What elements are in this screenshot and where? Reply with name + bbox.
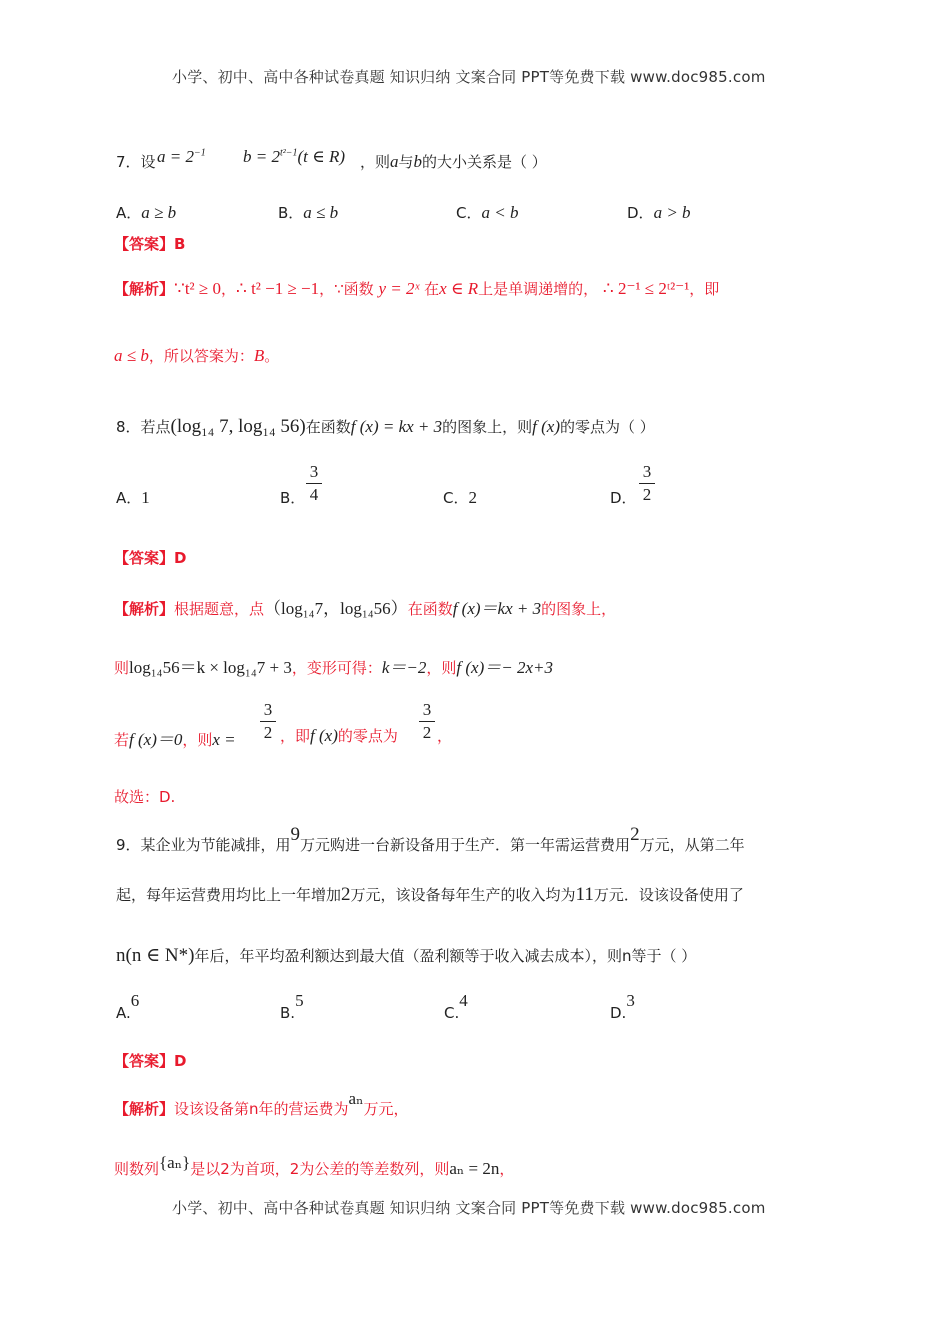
q9-analysis-line1: 【解析】设该设备第n年的营运费为aₙ万元，	[114, 1089, 409, 1118]
q8-option-d-fraction: 3 2	[639, 462, 655, 505]
q8-option-d[interactable]: D．	[610, 489, 637, 507]
q7-stem-tail: ，则a与b的大小关系是（ ）	[360, 152, 547, 171]
q7-analysis-line2: a ≤ b，所以答案为：B。	[114, 346, 280, 365]
q7-option-d[interactable]: D．a > b	[627, 203, 691, 222]
q9-stem-line1: 9．某企业为节能减排，用9万元购进一台新设备用于生产．第一年需运营费用2万元，从第二年	[116, 824, 745, 854]
q9-option-c[interactable]: C.4	[444, 991, 468, 1022]
q8-option-b[interactable]: B．	[280, 489, 306, 507]
q8-stem: 8．若点(log₁₄ 7, log₁₄ 56)在函数f (x) = kx + 3的图象上，则f (x)的零点为（ ）	[116, 416, 655, 437]
q8-analysis-line4: 故选：D.	[114, 788, 176, 806]
q8-analysis-line1: 【解析】根据题意，点（log₁₄7，log₁₄56）在函数f (x)＝kx + 3的图象上，	[114, 599, 617, 618]
page-header: 小学、初中、高中各种试卷真题 知识归纳 文案合同 PPT等免费下载 www.doc985.com	[172, 68, 766, 86]
q8-analysis-line3: 若f (x)＝0，则x =	[114, 730, 236, 749]
q9-stem-line3: n(n ∈ N*)年后，年平均盈利额达到最大值（盈利额等于收入减去成本），则n等于（ ）	[116, 945, 697, 966]
q7-b-definition: $b = 2^{t^2-1}(t$ ∈ R)	[243, 147, 346, 166]
q7-option-c[interactable]: C．a < b	[456, 203, 519, 222]
q9-answer: 【答案】D	[114, 1052, 187, 1070]
q8-analysis-line3-mid: ，即f (x)的零点为	[280, 726, 398, 745]
q7-analysis-line1: 【解析】∵t² ≥ 0，∴ t² −1 ≥ −1，∵函数 y = 2ˣ 在x ∈ R上是单调递增的， ∴ 2⁻¹ ≤ 2ᵗ²⁻¹，即	[114, 279, 720, 298]
q7-answer: 【答案】B	[114, 235, 186, 253]
q8-analysis-fraction-1: 3 2	[260, 700, 276, 743]
q8-option-a[interactable]: A．1	[116, 488, 150, 507]
q8-analysis-fraction-2: 3 2	[419, 700, 435, 743]
q7-a-definition: $a = 2^{-1}$	[157, 147, 206, 166]
q8-option-c[interactable]: C．2	[443, 488, 477, 507]
q8-analysis-line3-end: ，	[437, 727, 453, 745]
q7-number: 7．设	[116, 153, 156, 171]
q8-answer: 【答案】D	[114, 549, 187, 567]
q8-option-b-fraction: 3 4	[306, 462, 322, 505]
q8-analysis-line2: 则log₁₄56＝k × log₁₄7 + 3，变形可得：k＝−2，则f (x)＝− 2x+3	[114, 658, 553, 677]
q9-option-d[interactable]: D.3	[610, 991, 635, 1022]
q7-option-b[interactable]: B．a ≤ b	[278, 203, 339, 222]
q7-option-a[interactable]: A．a ≥ b	[116, 203, 177, 222]
q9-stem-line2: 起，每年运营费用均比上一年增加2万元，该设备每年生产的收入均为11万元．设该设备使用了	[116, 884, 744, 905]
page-footer: 小学、初中、高中各种试卷真题 知识归纳 文案合同 PPT等免费下载 www.doc985.com	[172, 1199, 766, 1217]
q9-option-b[interactable]: B.5	[280, 991, 304, 1022]
q9-analysis-line2: 则数列{aₙ}是以2为首项，2为公差的等差数列，则aₙ = 2n，	[114, 1153, 515, 1178]
q9-option-a[interactable]: A.6	[116, 991, 140, 1022]
